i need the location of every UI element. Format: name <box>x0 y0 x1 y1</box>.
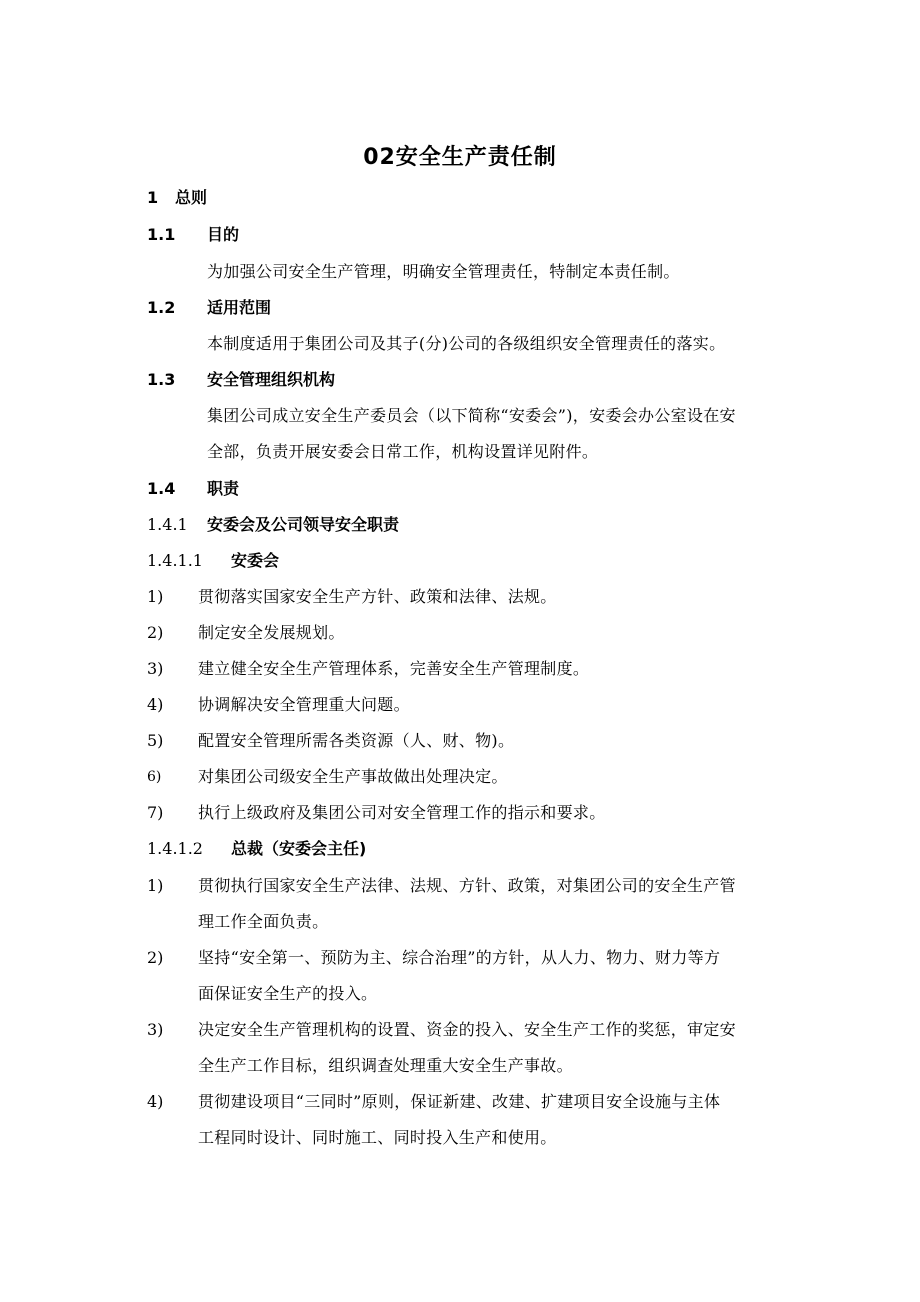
section-1-3-body-line-2: 全部，负责开展安委会日常工作，机构设置详见附件。 <box>207 442 599 461</box>
document-title: 02安全生产责任制 <box>363 145 557 170</box>
list-item-number: 6) <box>147 769 162 785</box>
section-1-3-number: 1.3 <box>147 370 176 389</box>
list-item-text: 坚持“安全第一、预防为主、综合治理”的方针，从人力、物力、财力等方 <box>198 948 721 967</box>
list-item-text: 建立健全安全生产管理体系，完善安全生产管理制度。 <box>198 659 590 678</box>
list-item-text: 制定安全发展规划。 <box>198 623 345 642</box>
list-item-text: 贯彻落实国家安全生产方针、政策和法律、法规。 <box>198 587 557 606</box>
list-item-text: 贯彻建设项目“三同时”原则，保证新建、改建、扩建项目安全设施与主体 <box>198 1092 721 1111</box>
list-item-number: 3) <box>147 659 164 678</box>
section-1-heading: 总则 <box>175 188 208 207</box>
section-1-4-1-2-number: 1.4.1.2 <box>147 839 203 858</box>
list-item-text: 对集团公司级安全生产事故做出处理决定。 <box>198 767 508 786</box>
section-1-1-body: 为加强公司安全生产管理，明确安全管理责任，特制定本责任制。 <box>207 262 680 281</box>
section-1-2-heading: 适用范围 <box>207 298 272 317</box>
section-1-2-body: 本制度适用于集团公司及其子(分)公司的各级组织安全管理责任的落实。 <box>207 334 726 353</box>
list-item-number: 3) <box>147 1020 164 1039</box>
list-item-number: 4) <box>147 695 164 714</box>
list-item-text: 决定安全生产管理机构的设置、资金的投入、安全生产工作的奖惩，审定安 <box>198 1020 736 1039</box>
section-1-4-heading: 职责 <box>207 479 240 498</box>
list-item-text: 贯彻执行国家安全生产法律、法规、方针、政策，对集团公司的安全生产管 <box>198 876 736 895</box>
list-item-number: 5) <box>147 731 164 750</box>
list-item-number: 1) <box>147 876 164 895</box>
section-1-1-heading: 目的 <box>207 225 240 244</box>
list-item-text-continued: 全生产工作目标，组织调查处理重大安全生产事故。 <box>198 1056 573 1075</box>
list-item-text: 协调解决安全管理重大问题。 <box>198 695 410 714</box>
list-item-number: 1) <box>147 587 164 606</box>
section-1-3-body-line-1: 集团公司成立安全生产委员会（以下简称“安委会”)，安委会办公室设在安 <box>207 406 736 425</box>
list-item-number: 7) <box>147 803 164 822</box>
list-item-number: 2) <box>147 948 164 967</box>
list-item-number: 4) <box>147 1092 164 1111</box>
section-1-4-1-1-number: 1.4.1.1 <box>147 551 203 570</box>
list-item-text: 配置安全管理所需各类资源（人、财、物)。 <box>198 731 515 750</box>
section-1-4-1-number: 1.4.1 <box>147 515 188 534</box>
section-1-4-1-1-heading: 安委会 <box>231 551 280 570</box>
section-1-number: 1 <box>147 188 159 207</box>
section-1-3-heading: 安全管理组织机构 <box>207 370 336 389</box>
section-1-4-1-2-heading: 总裁（安委会主任) <box>231 839 367 858</box>
list-item-text-continued: 面保证安全生产的投入。 <box>198 984 378 1003</box>
list-item-text: 执行上级政府及集团公司对安全管理工作的指示和要求。 <box>198 803 606 822</box>
section-1-4-number: 1.4 <box>147 479 176 498</box>
list-item-number: 2) <box>147 623 164 642</box>
list-item-text-continued: 工程同时设计、同时施工、同时投入生产和使用。 <box>198 1128 557 1147</box>
section-1-4-1-heading: 安委会及公司领导安全职责 <box>207 515 400 534</box>
section-1-2-number: 1.2 <box>147 298 176 317</box>
section-1-1-number: 1.1 <box>147 225 176 244</box>
list-item-text-continued: 理工作全面负责。 <box>198 912 329 931</box>
